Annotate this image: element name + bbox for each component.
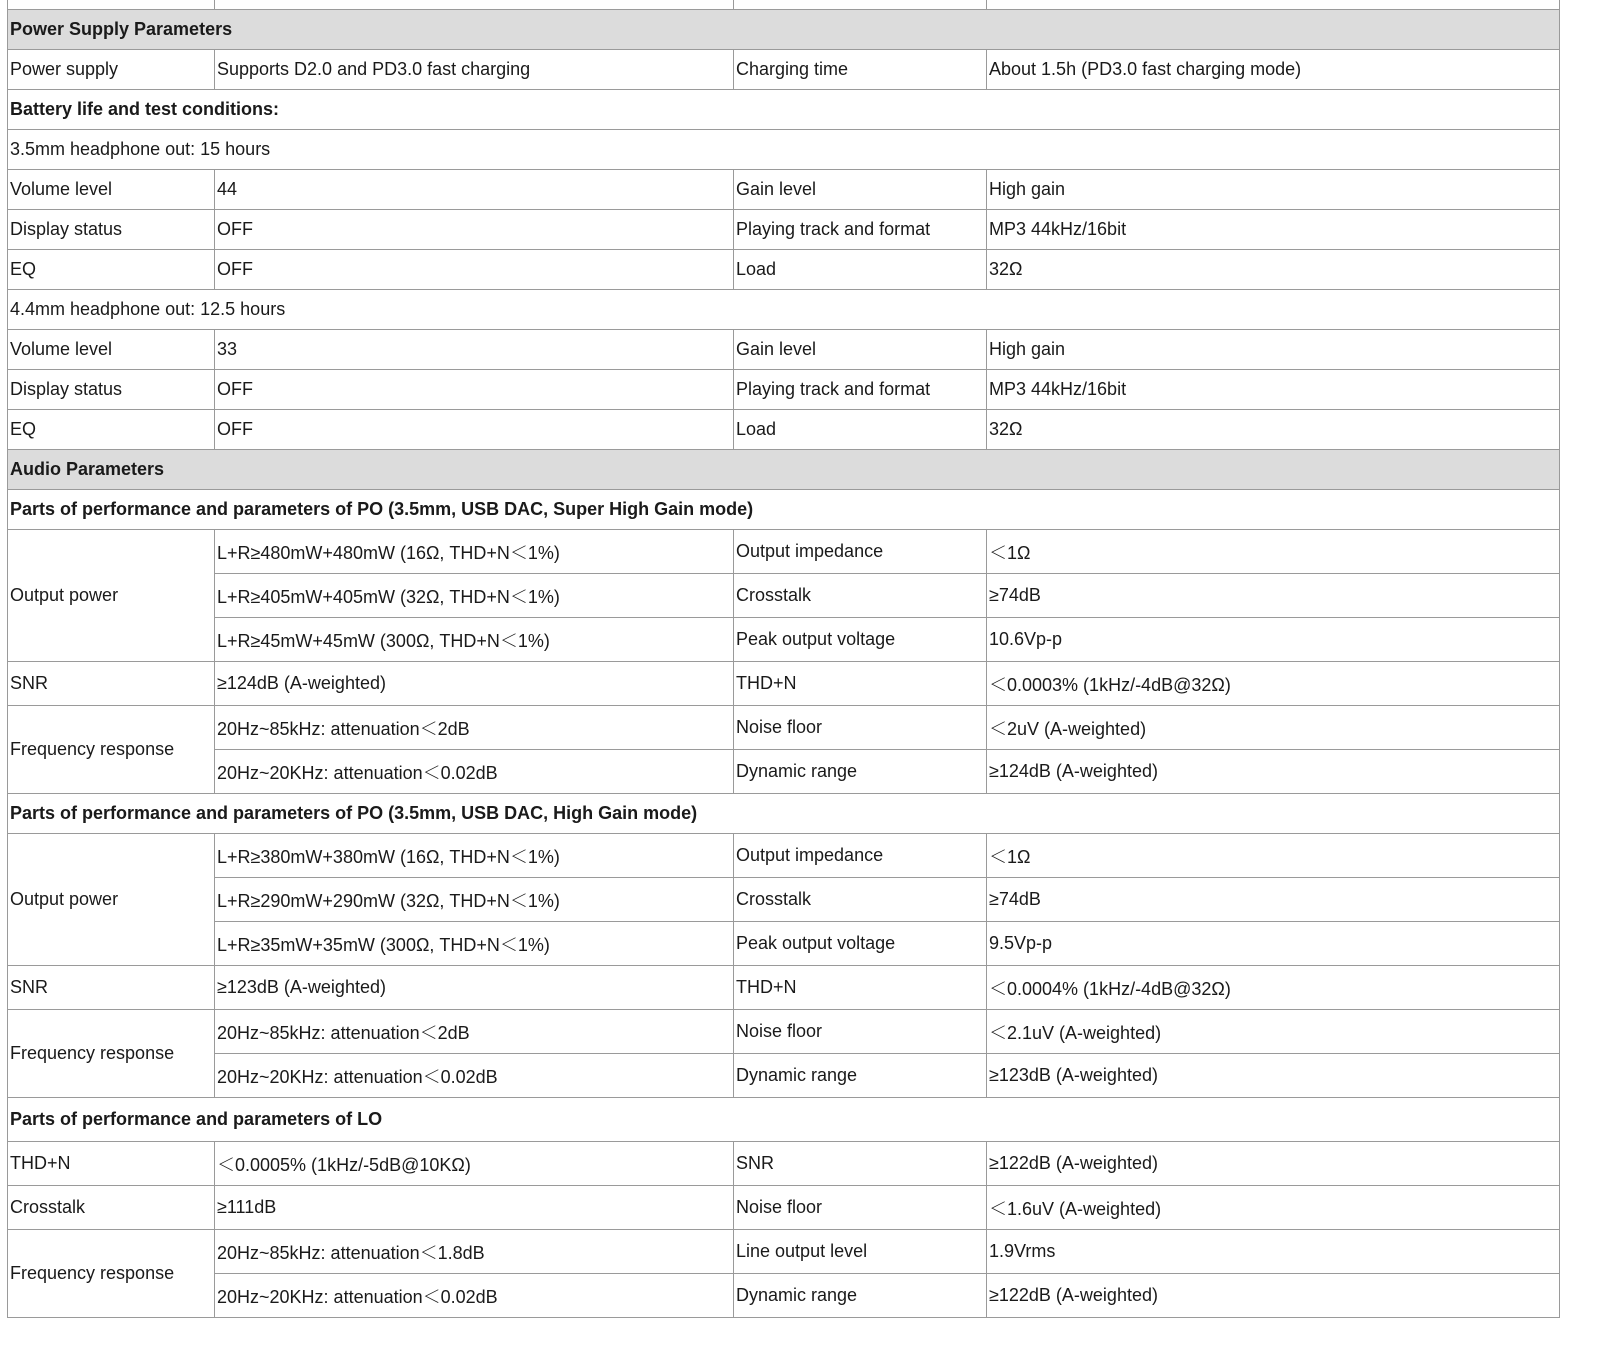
param-label: Volume level xyxy=(8,170,215,210)
param-value: L+R≥405mW+405mW (32Ω, THD+N＜1%) xyxy=(215,574,734,618)
param-label: THD+N xyxy=(734,662,987,706)
param-value: Supports D2.0 and PD3.0 fast charging xyxy=(215,50,734,90)
spec-table xyxy=(7,0,1560,1318)
param-value: High gain xyxy=(987,330,1560,370)
param-label: Dynamic range xyxy=(734,1054,987,1098)
param-label: Charging time xyxy=(734,50,987,90)
battery-35mm-title-row xyxy=(8,130,1560,170)
param-value: MP3 44kHz/16bit xyxy=(987,210,1560,250)
param-label: Frequency response xyxy=(8,1230,215,1318)
table-row xyxy=(8,750,1560,794)
param-label: Peak output voltage xyxy=(734,618,987,662)
param-value: About 1.5h (PD3.0 fast charging mode) xyxy=(987,50,1560,90)
param-label: Playing track and format xyxy=(734,210,987,250)
table-row xyxy=(8,0,1560,10)
param-label: Crosstalk xyxy=(734,574,987,618)
table-row xyxy=(8,210,1560,250)
param-label: Noise floor xyxy=(734,1186,987,1230)
param-value: ≥123dB (A-weighted) xyxy=(215,966,734,1010)
param-value: ＜2.1uV (A-weighted) xyxy=(987,1010,1560,1054)
section-header-audio xyxy=(8,450,1560,490)
param-label: Dynamic range xyxy=(734,1274,987,1318)
param-value: 1.9Vrms xyxy=(987,1230,1560,1274)
param-value: ≥124dB (A-weighted) xyxy=(987,750,1560,794)
subsection-header-super-high-gain xyxy=(8,490,1560,530)
table-row xyxy=(8,330,1560,370)
param-label: Playing track and format xyxy=(734,370,987,410)
param-value: ＜0.0005% (1kHz/-5dB@10KΩ) xyxy=(215,1142,734,1186)
param-value: ＜1Ω xyxy=(987,834,1560,878)
param-label: Gain level xyxy=(734,330,987,370)
param-label: Peak output voltage xyxy=(734,922,987,966)
param-value: 20Hz~85kHz: attenuation＜1.8dB xyxy=(215,1230,734,1274)
param-value: 32Ω xyxy=(987,410,1560,450)
table-row xyxy=(8,410,1560,450)
param-value: L+R≥480mW+480mW (16Ω, THD+N＜1%) xyxy=(215,530,734,574)
param-label: Power supply xyxy=(8,50,215,90)
param-value: ≥122dB (A-weighted) xyxy=(987,1142,1560,1186)
table-row xyxy=(8,574,1560,618)
battery-44mm-title: 4.4mm headphone out: 12.5 hours xyxy=(8,290,1560,330)
param-label: Noise floor xyxy=(734,1010,987,1054)
table-row xyxy=(8,250,1560,290)
param-label: Dynamic range xyxy=(734,750,987,794)
subsection-header-lo xyxy=(8,1098,1560,1142)
param-label: Output power xyxy=(8,530,215,662)
section-title: Power Supply Parameters xyxy=(8,10,1560,50)
table-row xyxy=(8,966,1560,1010)
param-value: OFF xyxy=(215,210,734,250)
param-value: 10.6Vp-p xyxy=(987,618,1560,662)
table-row xyxy=(8,530,1560,574)
param-label: THD+N xyxy=(8,1142,215,1186)
param-value: ≥124dB (A-weighted) xyxy=(215,662,734,706)
param-value: 32Ω xyxy=(987,250,1560,290)
param-value: 44 xyxy=(215,170,734,210)
param-label: EQ xyxy=(8,250,215,290)
param-value: 20Hz~20KHz: attenuation＜0.02dB xyxy=(215,750,734,794)
param-label: SNR xyxy=(734,1142,987,1186)
param-value: MP3 44kHz/16bit xyxy=(987,370,1560,410)
param-value: ≥123dB (A-weighted) xyxy=(987,1054,1560,1098)
table-row xyxy=(8,1142,1560,1186)
table-row xyxy=(8,1186,1560,1230)
param-value: ≥74dB xyxy=(987,878,1560,922)
param-value: ≥122dB (A-weighted) xyxy=(987,1274,1560,1318)
param-label: Crosstalk xyxy=(734,878,987,922)
table-row xyxy=(8,706,1560,750)
battery-44mm-title-row xyxy=(8,290,1560,330)
param-label: Line output level xyxy=(734,1230,987,1274)
param-label: Frequency response xyxy=(8,1010,215,1098)
param-value: ＜1.6uV (A-weighted) xyxy=(987,1186,1560,1230)
param-label: Load xyxy=(734,410,987,450)
param-value: OFF xyxy=(215,370,734,410)
table-row xyxy=(8,370,1560,410)
subsection-header-high-gain xyxy=(8,794,1560,834)
param-label: Output power xyxy=(8,834,215,966)
subsection-title: Parts of performance and parameters of PO (3.5mm, USB DAC, High Gain mode) xyxy=(8,794,1560,834)
table-row xyxy=(8,922,1560,966)
param-value: L+R≥290mW+290mW (32Ω, THD+N＜1%) xyxy=(215,878,734,922)
battery-35mm-title: 3.5mm headphone out: 15 hours xyxy=(8,130,1560,170)
table-row xyxy=(8,1054,1560,1098)
param-label: Volume level xyxy=(8,330,215,370)
param-label: SNR xyxy=(8,662,215,706)
param-value: ＜2uV (A-weighted) xyxy=(987,706,1560,750)
subsection-header-battery xyxy=(8,90,1560,130)
param-value: OFF xyxy=(215,410,734,450)
section-header-power-supply xyxy=(8,10,1560,50)
param-value: 20Hz~85kHz: attenuation＜2dB xyxy=(215,706,734,750)
param-value: ＜1Ω xyxy=(987,530,1560,574)
param-label: Display status xyxy=(8,210,215,250)
param-label: SNR xyxy=(8,966,215,1010)
param-label: Gain level xyxy=(734,170,987,210)
param-value: OFF xyxy=(215,250,734,290)
param-value: 20Hz~20KHz: attenuation＜0.02dB xyxy=(215,1054,734,1098)
table-row xyxy=(8,878,1560,922)
param-label: THD+N xyxy=(734,966,987,1010)
param-value: ≥74dB xyxy=(987,574,1560,618)
param-label: Display status xyxy=(8,370,215,410)
subsection-title: Battery life and test conditions: xyxy=(8,90,1560,130)
param-label: EQ xyxy=(8,410,215,450)
param-label: Frequency response xyxy=(8,706,215,794)
table-row xyxy=(8,170,1560,210)
param-value: ＜0.0003% (1kHz/-4dB@32Ω) xyxy=(987,662,1560,706)
param-label: Load xyxy=(734,250,987,290)
param-value: ＜0.0004% (1kHz/-4dB@32Ω) xyxy=(987,966,1560,1010)
param-label: Crosstalk xyxy=(8,1186,215,1230)
param-value: L+R≥45mW+45mW (300Ω, THD+N＜1%) xyxy=(215,618,734,662)
param-label: Noise floor xyxy=(734,706,987,750)
param-label: Output impedance xyxy=(734,530,987,574)
param-value: 20Hz~20KHz: attenuation＜0.02dB xyxy=(215,1274,734,1318)
table-row xyxy=(8,50,1560,90)
table-row xyxy=(8,1010,1560,1054)
table-row xyxy=(8,1274,1560,1318)
param-value: L+R≥380mW+380mW (16Ω, THD+N＜1%) xyxy=(215,834,734,878)
param-label: Output impedance xyxy=(734,834,987,878)
param-value: 9.5Vp-p xyxy=(987,922,1560,966)
table-row xyxy=(8,618,1560,662)
table-row xyxy=(8,834,1560,878)
param-value: 33 xyxy=(215,330,734,370)
subsection-title: Parts of performance and parameters of LO xyxy=(8,1098,1560,1142)
table-row xyxy=(8,662,1560,706)
subsection-title: Parts of performance and parameters of PO (3.5mm, USB DAC, Super High Gain mode) xyxy=(8,490,1560,530)
param-value: ≥111dB xyxy=(215,1186,734,1230)
param-value: High gain xyxy=(987,170,1560,210)
section-title: Audio Parameters xyxy=(8,450,1560,490)
param-value: L+R≥35mW+35mW (300Ω, THD+N＜1%) xyxy=(215,922,734,966)
table-row xyxy=(8,1230,1560,1274)
param-value: 20Hz~85kHz: attenuation＜2dB xyxy=(215,1010,734,1054)
